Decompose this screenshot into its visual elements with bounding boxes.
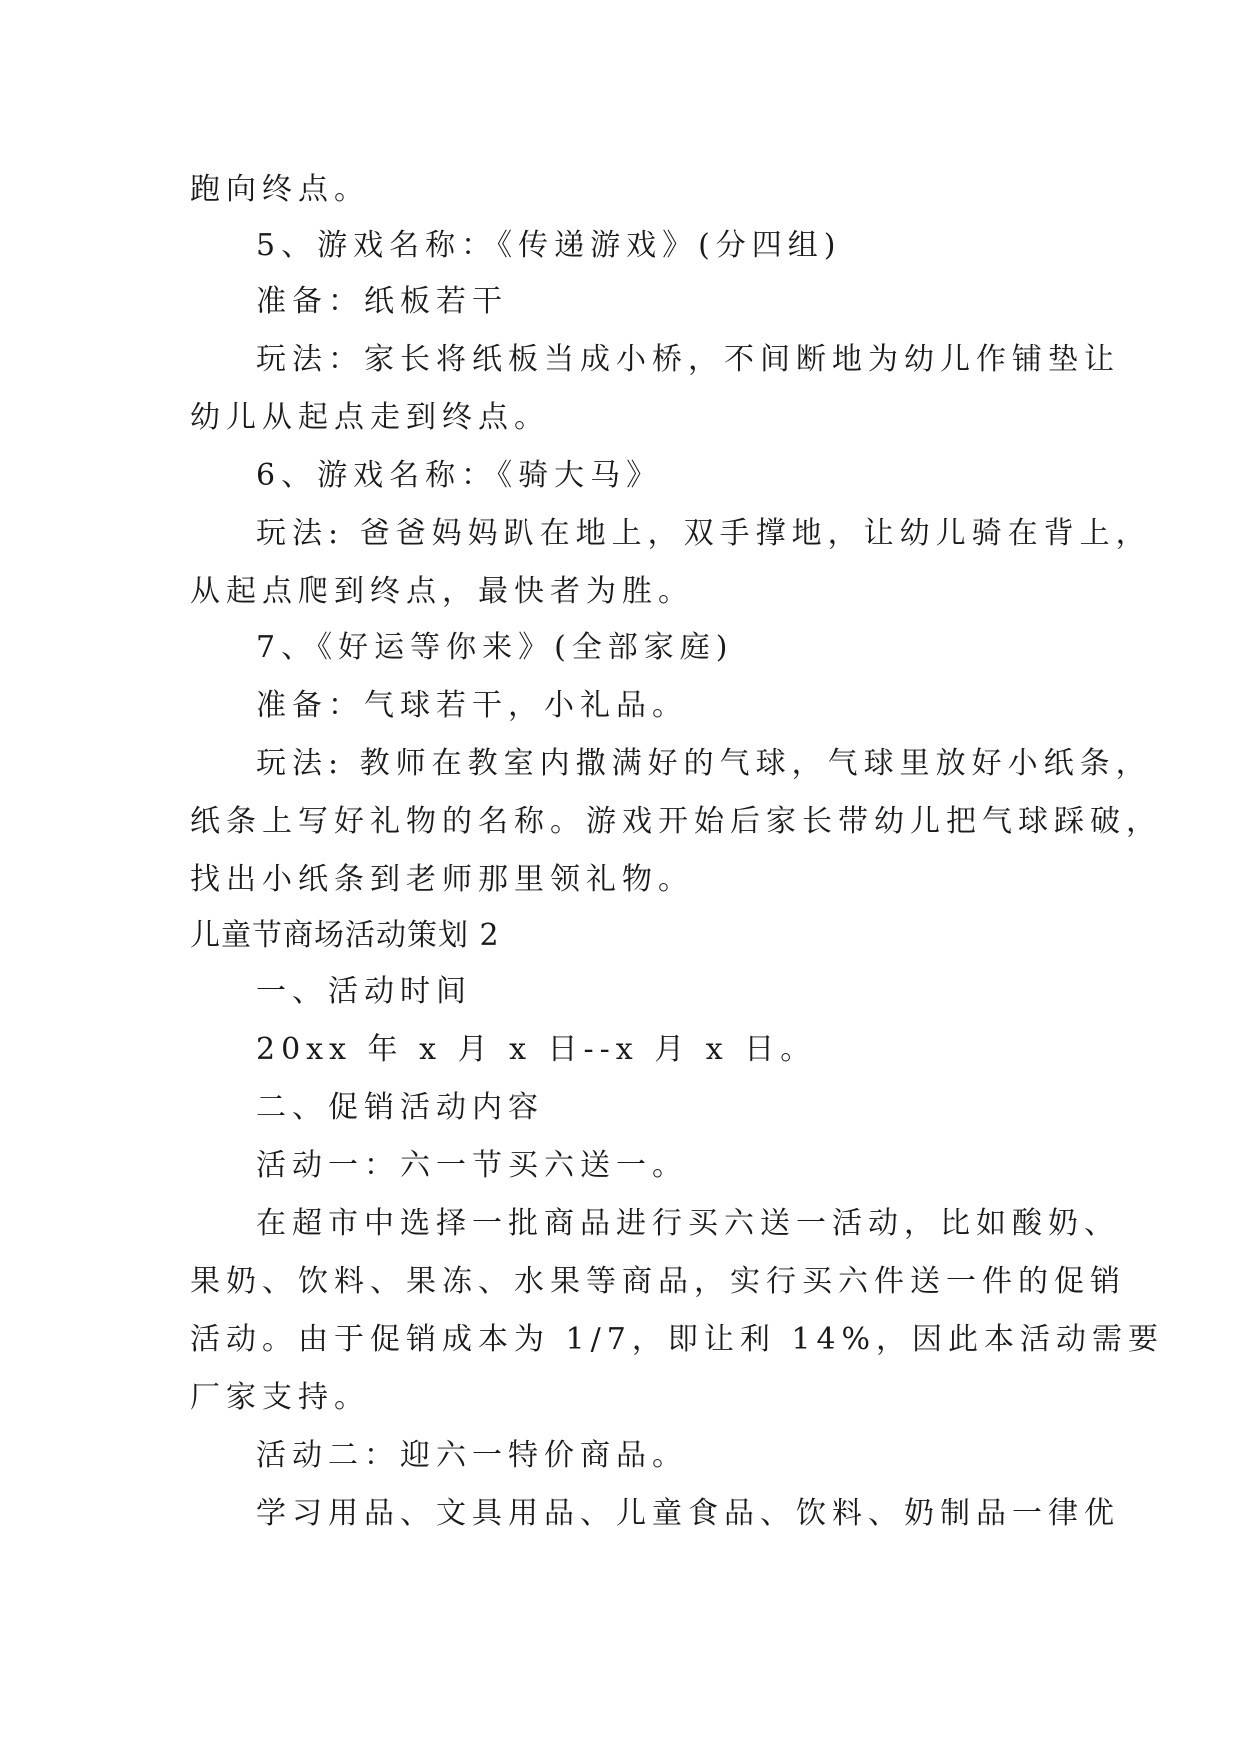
activity-title: 活动二：迎六一特价商品。 [256,1438,688,1473]
text-line: 在超市中选择一批商品进行买六送一活动，比如酸奶、 [256,1206,1120,1241]
text-line: 从起点爬到终点，最快者为胜。 [190,574,694,609]
text-line: 准备：纸板若干 [256,284,508,319]
text-line: 玩法: 教师在教室内撒满好的气球，气球里放好小纸条， [256,746,1152,781]
text-line: 纸条上写好礼物的名称。游戏开始后家长带幼儿把气球踩破， [190,804,1162,839]
text-line: 玩法: 爸爸妈妈趴在地上，双手撑地，让幼儿骑在背上， [256,516,1152,551]
activity-title: 活动一：六一节买六送一。 [256,1148,688,1183]
subsection-title: 一、活动时间 [256,974,472,1009]
text-line: 果奶、饮料、果冻、水果等商品，实行买六件送一件的促销 [190,1264,1126,1299]
game-5-title: 5、游戏名称：《传递游戏》(分四组) [256,228,842,263]
text-line: 20xx 年 x 月 x 日--x 月 x 日。 [256,1032,817,1067]
section-title: 儿童节商场活动策划 2 [190,918,500,953]
subsection-title: 二、促销活动内容 [256,1090,544,1125]
text-line: 玩法：家长将纸板当成小桥，不间断地为幼儿作铺垫让 [256,342,1120,377]
text-line: 幼儿从起点走到终点。 [190,400,550,435]
game-7-title: 7、《好运等你来》(全部家庭) [256,630,734,665]
text-line: 找出小纸条到老师那里领礼物。 [190,862,694,897]
text-line: 活动。由于促销成本为 1/7，即让利 14%，因此本活动需要 [190,1322,1165,1357]
text-line: 准备：气球若干，小礼品。 [256,688,688,723]
text-line: 跑向终点。 [190,172,370,207]
text-line: 厂家支持。 [190,1380,370,1415]
text-line: 学习用品、文具用品、儿童食品、饮料、奶制品一律优 [256,1496,1120,1531]
game-6-title: 6、游戏名称：《骑大马》 [256,458,663,493]
